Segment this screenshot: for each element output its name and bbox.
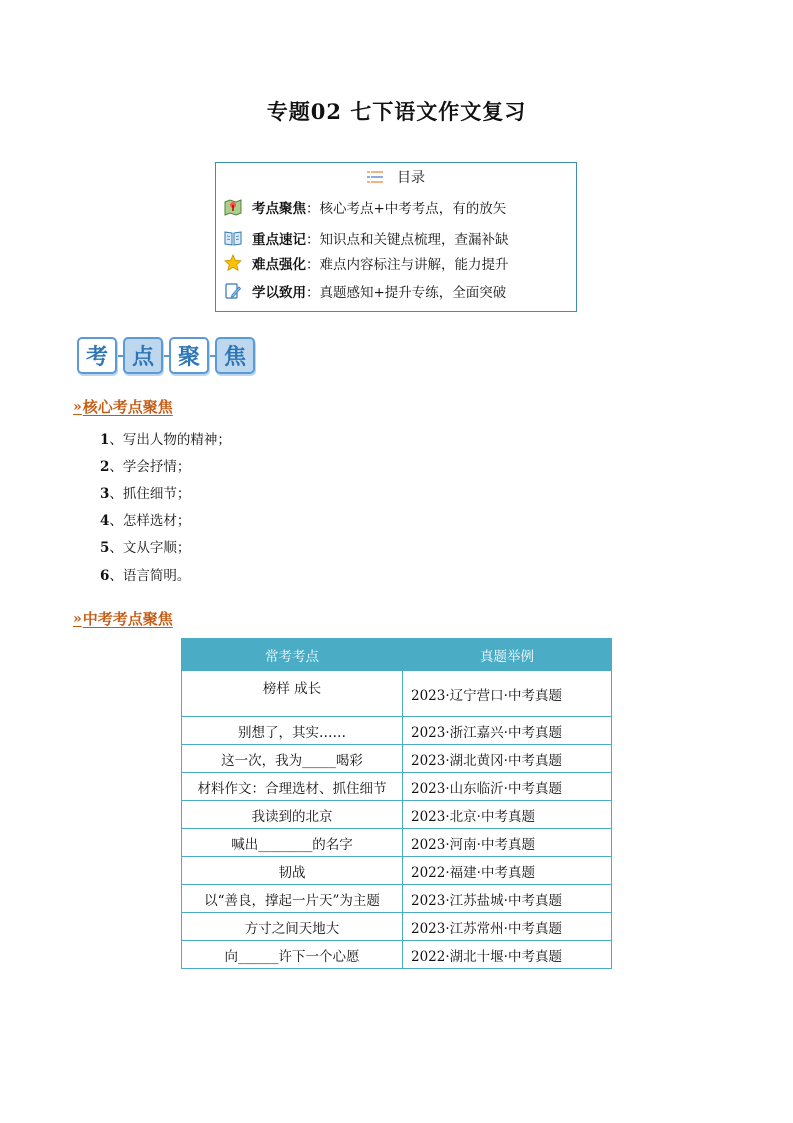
toc-item-text: ：难点内容标注与讲解，能力提升 (306, 257, 509, 273)
toc-item-label: 考点聚焦 (252, 201, 306, 217)
table-row (182, 717, 612, 745)
table-row (182, 671, 612, 717)
column-header: 真题举例 (403, 639, 612, 671)
table-row (182, 745, 612, 773)
toc-item-label: 难点强化 (252, 257, 306, 273)
table-row (182, 773, 612, 801)
edit-icon (224, 282, 242, 300)
toc-item-text: ：核心考点+中考考点，有的放矢 (306, 201, 507, 217)
toc-item-memo[interactable] (224, 227, 509, 249)
exam-topics-table (181, 638, 612, 969)
table-cell: 以“善良，撑起一片天”为主题 (182, 885, 403, 913)
table-cell: 向______许下一个心愿 (182, 941, 403, 969)
page-title: 专题02 七下语文作文复习 (266, 99, 527, 124)
section-banner (77, 337, 255, 374)
table-cell: 韧战 (182, 857, 403, 885)
section-heading-label: 核心考点聚焦 (82, 398, 173, 416)
double-chevron-icon: » (73, 610, 82, 627)
section-heading-label: 中考考点聚焦 (82, 610, 173, 628)
table-cell: 我读到的北京 (182, 801, 403, 829)
table-cell: 2023·江苏盐城·中考真题 (403, 885, 612, 913)
column-header: 常考考点 (182, 639, 403, 671)
toc-item-text: ：真题感知+提升专练，全面突破 (306, 285, 507, 301)
table-cell: 这一次，我为_____喝彩 (182, 745, 403, 773)
table-of-contents (215, 162, 577, 312)
list-item: 3、抓住细节； (100, 486, 191, 502)
table-header-row (182, 639, 612, 671)
table-cell: 别想了，其实…… (182, 717, 403, 745)
table-cell: 2022·湖北十堰·中考真题 (403, 941, 612, 969)
list-item: 6、语言简明。 (100, 568, 191, 584)
section-heading-exam (73, 608, 173, 629)
toc-item-difficulty[interactable] (224, 252, 509, 274)
table-cell: 材料作文：合理选材、抓住细节 (182, 773, 403, 801)
table-row (182, 941, 612, 969)
list-item: 4、怎样选材； (100, 513, 191, 529)
toc-heading-label: 目录 (397, 170, 425, 186)
toc-item-practice[interactable] (224, 280, 506, 302)
table-cell: 2023·辽宁营口·中考真题 (403, 671, 612, 717)
table-cell: 2023·山东临沂·中考真题 (403, 773, 612, 801)
banner-tile: 聚 (169, 337, 209, 374)
map-icon (224, 198, 242, 216)
table-row (182, 801, 612, 829)
table-cell: 榜样 成长 (182, 671, 403, 717)
table-cell: 2023·北京·中考真题 (403, 801, 612, 829)
banner-tile: 考 (77, 337, 117, 374)
table-cell: 喊出________的名字 (182, 829, 403, 857)
toc-item-text: ：知识点和关键点梳理，查漏补缺 (306, 232, 509, 248)
toc-item-label: 学以致用 (252, 285, 306, 301)
table-cell: 2023·湖北黄冈·中考真题 (403, 745, 612, 773)
toc-item-label: 重点速记 (252, 232, 306, 248)
table-cell: 2022·福建·中考真题 (403, 857, 612, 885)
table-row (182, 829, 612, 857)
banner-tile: 焦 (215, 337, 255, 374)
toc-item-focus[interactable] (224, 196, 506, 218)
table-cell: 2023·河南·中考真题 (403, 829, 612, 857)
table-row (182, 913, 612, 941)
list-item: 2、学会抒情； (100, 459, 191, 475)
book-icon (224, 229, 242, 247)
banner-tile: 点 (123, 337, 163, 374)
table-cell: 2023·江苏常州·中考真题 (403, 913, 612, 941)
list-item: 5、文从字顺； (100, 540, 191, 556)
section-heading-core (73, 396, 173, 417)
table-cell: 方寸之间天地大 (182, 913, 403, 941)
table-row (182, 857, 612, 885)
table-cell: 2023·浙江嘉兴·中考真题 (403, 717, 612, 745)
star-icon (224, 254, 242, 272)
toc-heading (216, 167, 576, 187)
list-item: 1、写出人物的精神； (100, 432, 231, 448)
list-icon (367, 171, 383, 183)
double-chevron-icon: » (73, 398, 82, 415)
table-row (182, 885, 612, 913)
